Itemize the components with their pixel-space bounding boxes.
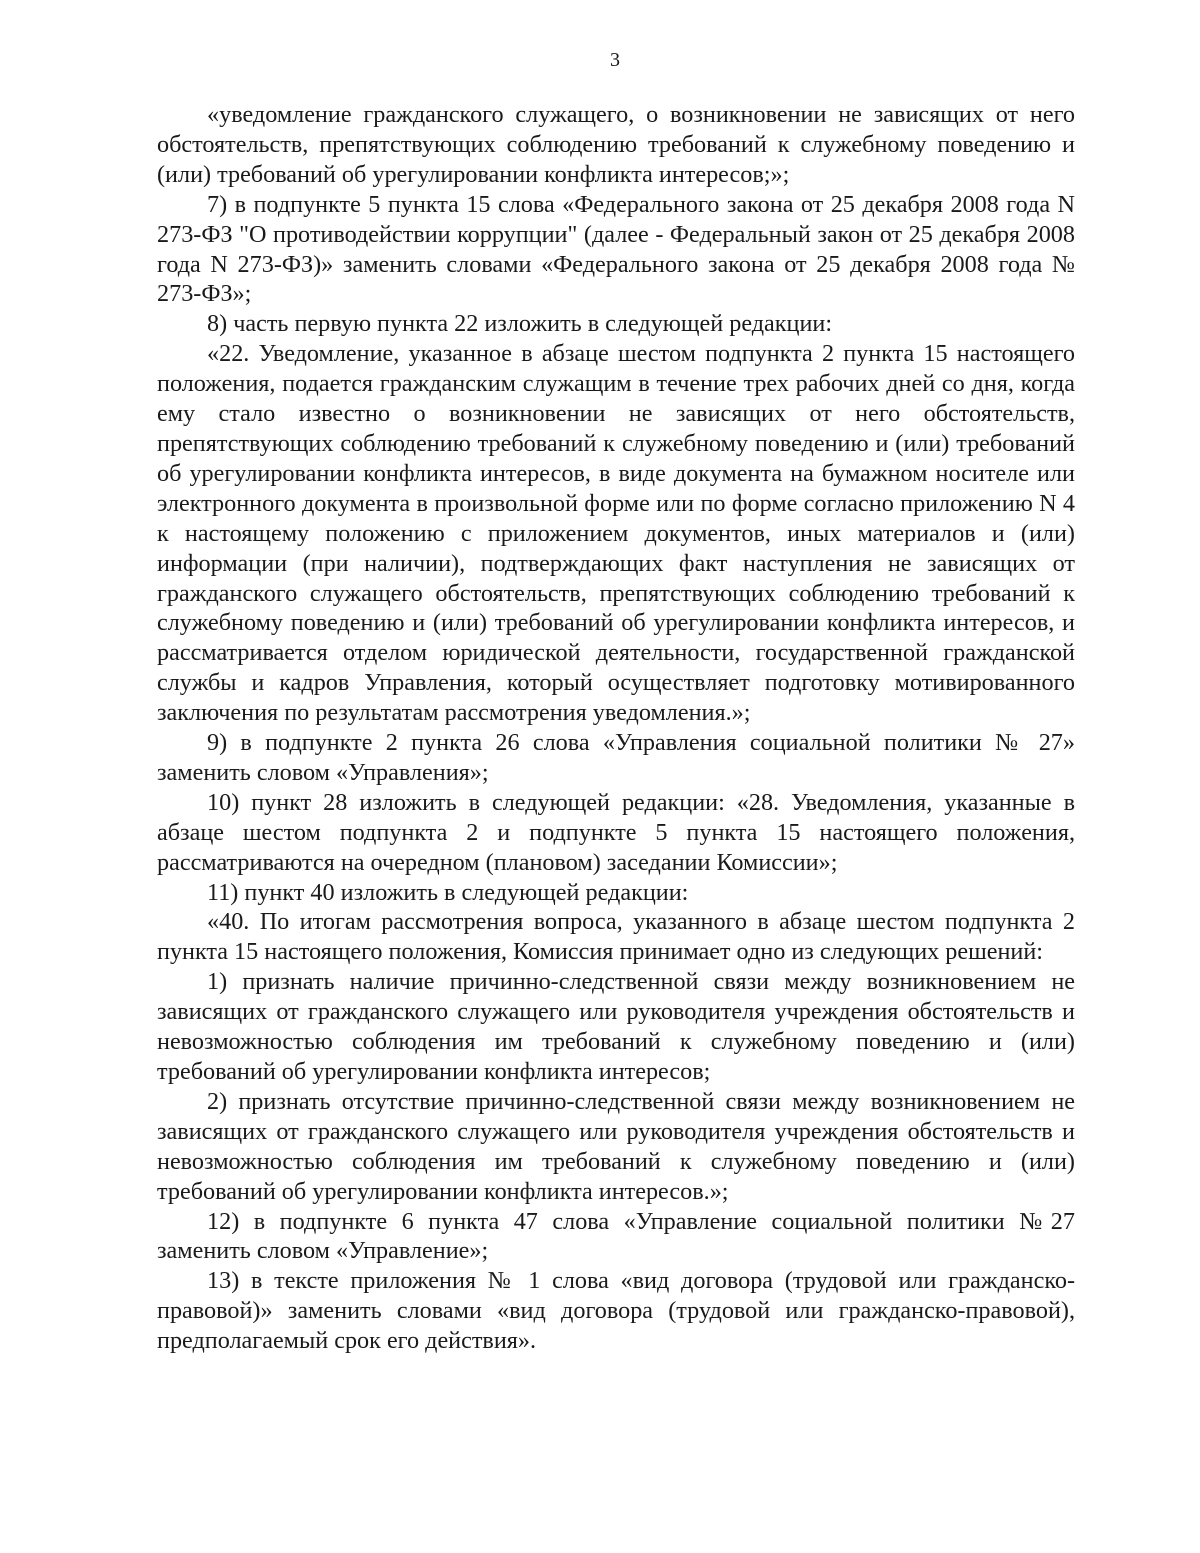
paragraph-item-10: 10) пункт 28 изложить в следующей редакции: «28. Уведомления, указанные в абзаце шестом подпункта 2 и подпункте 5 пункта 15 настоящего положения, рассматриваются на очередном (плановом) заседании Комиссии»; <box>157 788 1075 876</box>
paragraph-decision-2: 2) признать отсутствие причинно-следственной связи между возникновением не зависящих от гражданского служащего или руководителя учреждения обстоятельств и невозможностью соблюдения им требований к служебному поведению и (или) требований об урегулировании конфликта интересов.»; <box>157 1087 1075 1205</box>
paragraph-clause-22: «22. Уведомление, указанное в абзаце шестом подпункта 2 пункта 15 настоящего положения, подается гражданским служащим в течение трех рабочих дней со дня, когда ему стало известно о возникновении не зависящих от него обстоятельств, препятствующих соблюдению требований к служебному поведению и (или) требований об урегулировании конфликта интересов, в виде документа на бумажном носителе или электронного документа в произвольной форме или по форме согласно приложению N 4 к настоящему положению с приложением документов, иных материалов и (или) информации (при наличии), подтверждающих факт наступления не зависящих от гражданского служащего обстоятельств, препятствующих соблюдению требований к служебному поведению и (или) требований об урегулировании конфликта интересов, и рассматривается отделом юридической деятельности, государственной гражданской службы и кадров Управления, который осуществляет подготовку мотивированного заключения по результатам рассмотрения уведомления.»; <box>157 340 1075 727</box>
paragraph-item-8: 8) часть первую пункта 22 изложить в следующей редакции: <box>207 310 833 338</box>
document-body <box>157 100 1075 1356</box>
paragraph-clause-40: «40. По итогам рассмотрения вопроса, указанного в абзаце шестом подпункта 2 пункта 15 настоящего положения, Комиссия принимает одно из следующих решений: <box>157 908 1075 966</box>
paragraph-quote-notice: «уведомление гражданского служащего, о возникновении не зависящих от него обстоятельств, препятствующих соблюдению требований к служебному поведению и (или) требований об урегулировании конфликта интересов;»; <box>157 101 1075 188</box>
paragraph-item-9: 9) в подпункте 2 пункта 26 слова «Управления социальной политики № 27» заменить словом «Управления»; <box>157 729 1075 786</box>
paragraph-item-12: 12) в подпункте 6 пункта 47 слова «Управление социальной политики №27 заменить словом «Управление»; <box>157 1207 1075 1265</box>
paragraph-item-7: 7) в подпункте 5 пункта 15 слова «Федерального закона от 25 декабря 2008 года N 273-ФЗ "О противодействии коррупции" (далее - Федеральный закон от 25 декабря 2008 года N 273-ФЗ)» заменить словами «Федерального закона от 25 декабря 2008 года № 273-ФЗ»; <box>157 190 1075 308</box>
paragraph-item-13: 13) в тексте приложения № 1 слова «вид договора (трудовой или гражданско-правовой)» заменить словами «вид договора (трудовой или гражданско-правовой), предполагаемый срок его действия». <box>157 1267 1075 1355</box>
page-number: 3 <box>610 49 620 71</box>
paragraph-decision-1: 1) признать наличие причинно-следственной связи между возникновением не зависящих от гражданского служащего или руководителя учреждения обстоятельств и невозможностью соблюдения им требований к служебному поведению и (или) требований об урегулировании конфликта интересов; <box>157 968 1075 1085</box>
paragraph-item-11: 11) пункт 40 изложить в следующей редакции: <box>207 878 689 906</box>
